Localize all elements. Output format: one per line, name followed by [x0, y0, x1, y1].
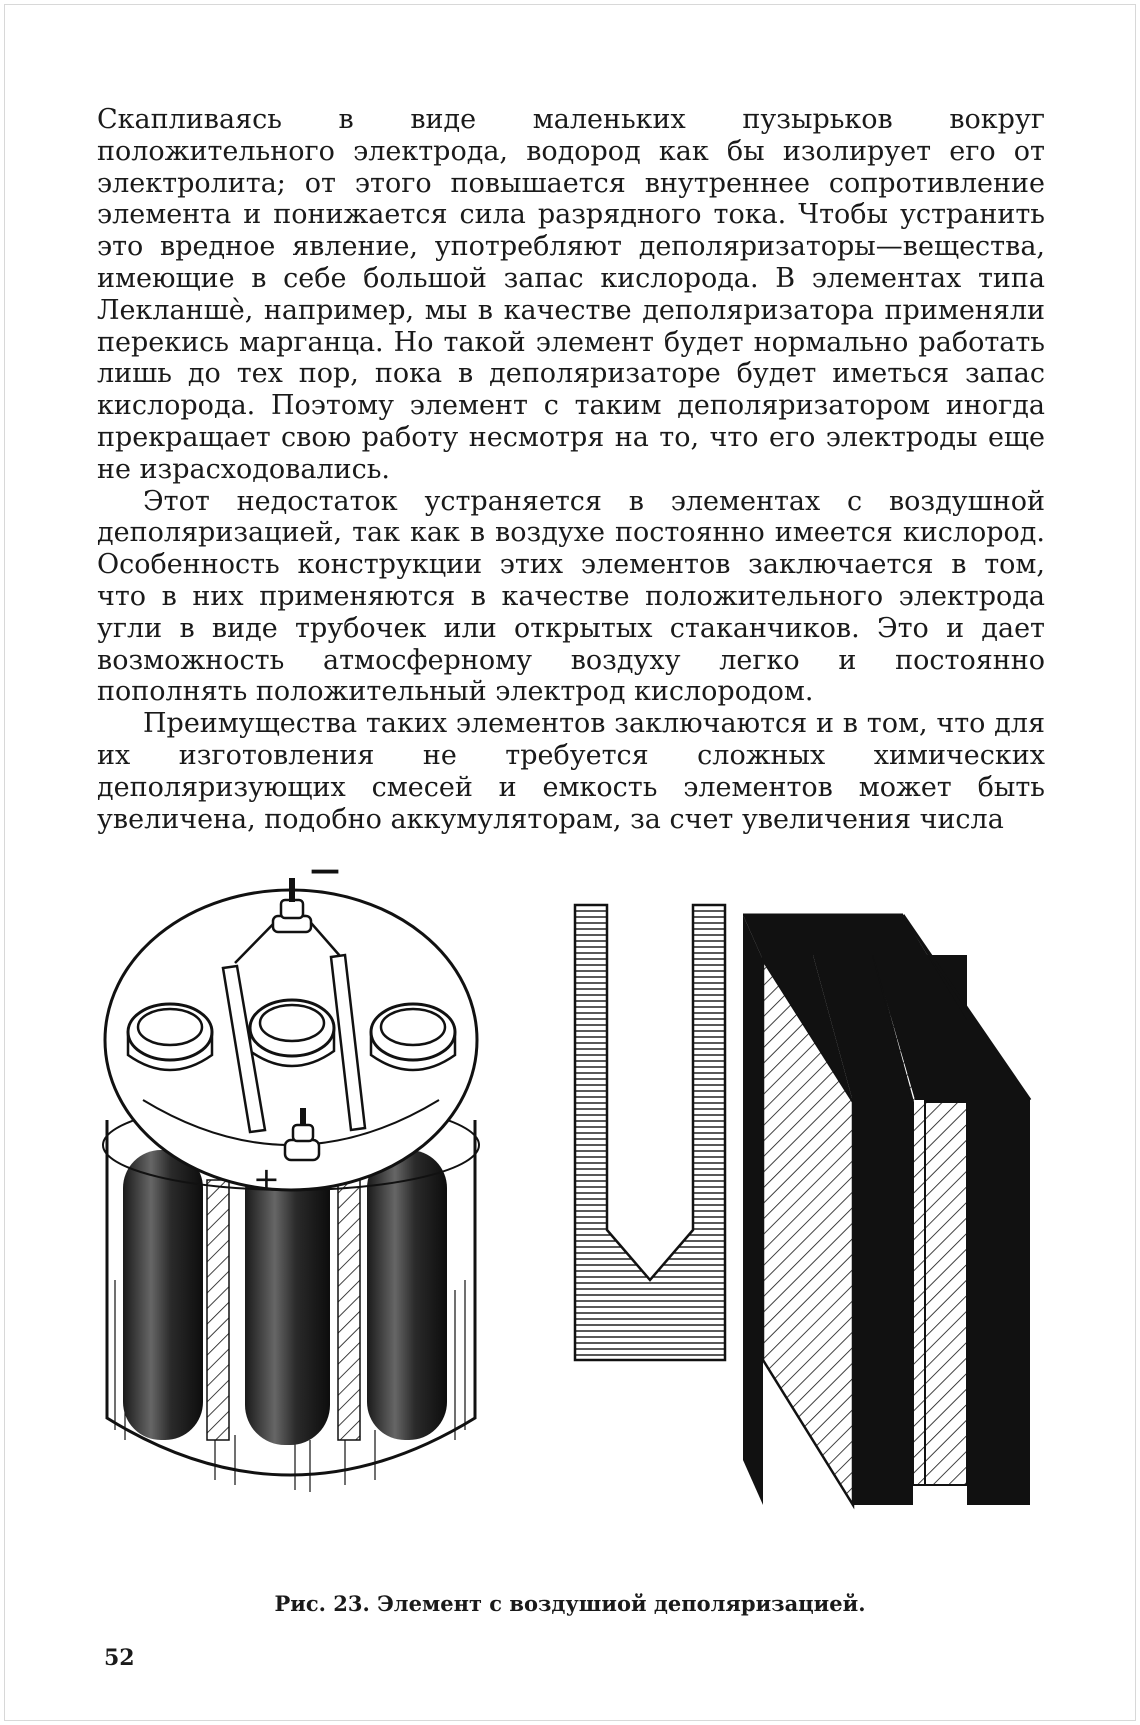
minus-terminal-label: —	[310, 860, 340, 888]
cylindrical-cell-drawing	[103, 860, 479, 1492]
cup-electrode-drawing	[743, 915, 1030, 1505]
page-number: 52	[104, 1645, 135, 1671]
figure-caption: Рис. 23. Элемент с воздушиой деполяризацией.	[274, 1591, 866, 1616]
paragraph-2: Этот недостаток устраняется в элементах с воздушной деполяризацией, так как в воздухе постоянно имеется кислород. Особенность конструкции этих элементов заключается в том, что в них применяются в качестве положительного электрода угли в виде трубочек или открытых стаканчиков. Это и дает возможность атмосферному воздуху легко и постоянно пополнять положительный электрод кислородом.	[97, 485, 1045, 708]
paragraph-3: Преимущества таких элементов заключаются и в том, что для их изготовления не требуется сложных химических деполяризующих смесей и емкость элементов может быть увеличена, подобно аккумуляторам, за счет увеличения числа	[97, 708, 1045, 835]
body-text	[97, 104, 1045, 835]
plus-terminal-label: +	[253, 1160, 280, 1198]
figure-illustration	[95, 860, 1055, 1560]
u-shaped-electrode-drawing	[575, 905, 725, 1360]
figure-23	[95, 860, 1055, 1560]
paragraph-1: Скапливаясь в виде маленьких пузырьков вокруг положительного электрода, водород как бы изолирует его от электролита; от этого повышается внутреннее сопротивление элемента и понижается сила разрядного тока. Чтобы устранить это вредное явление, употребляют деполяризаторы—вещества, имеющие в себе большой запас кислорода. В элементах типа Лекланшѐ, например, мы в качестве деполяризатора применяли перекись марганца. Но такой элемент будет нормально работать лишь до тех пор, пока в деполяризаторе будет иметься запас кислорода. Поэтому элемент с таким деполяризатором иногда прекращает свою работу несмотря на то, что его электроды еще не израсходовались.	[97, 104, 1045, 485]
